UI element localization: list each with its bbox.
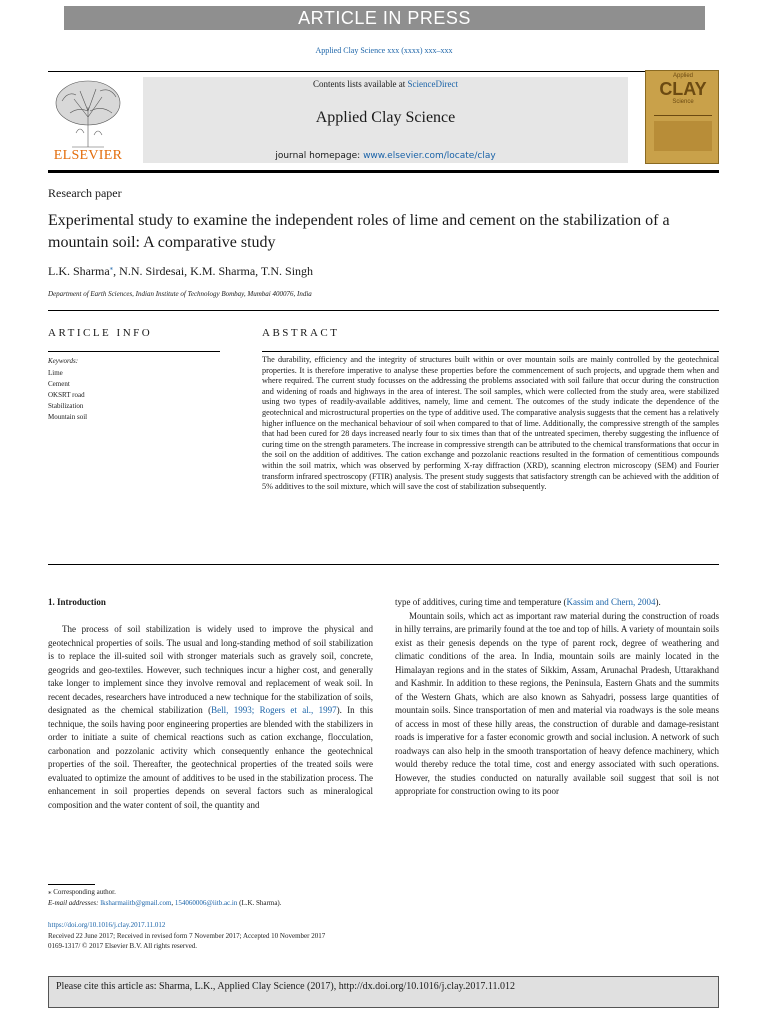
body-column-right bbox=[395, 596, 719, 799]
keyword: Lime bbox=[48, 369, 63, 377]
journal-title: Applied Clay Science bbox=[315, 109, 456, 126]
keyword: Cement bbox=[48, 380, 70, 388]
doi-link[interactable]: https://doi.org/10.1016/j.clay.2017.11.012 bbox=[48, 921, 166, 929]
author-rest: , N.N. Sirdesai, K.M. Sharma, T.N. Singh bbox=[113, 264, 314, 278]
intro-text: ). bbox=[655, 597, 661, 607]
citation-link[interactable]: Bell, 1993; Rogers et al., 1997 bbox=[211, 705, 337, 715]
elsevier-tree-logo bbox=[50, 77, 126, 149]
affiliation: Department of Earth Sciences, Indian Institute of Technology Bombay, Mumbai 400076, India bbox=[48, 290, 312, 298]
email-footnote bbox=[48, 899, 282, 907]
intro-paragraph-2: Mountain soils, which act as important raw material during the construction of roads in hilly terrains, are primarily found at the toe and top of hills. A variety of mountain soils exist as their genesis depends on the type of parent rock, degree of weathering and climatic conditions of the area. In India, mountain soils are mainly located in the Himalayan regions and in the states of Sikkim, Assam, Arunachal Pradesh, Uttarakhand and Kashmir. In addition to these regions, the Peninsula, Eastern Ghats and the summits of the Western Ghats, which are also known as Sahyadri, possess large quantities of mountain soils. Since transportation of men and material via roadways is the sole means of access in most of these hilly areas, the construction of durable and damage-resistant roads is imperative for a faster economic growth and social inclusion. A network of such roadways can also help in the smooth transportation of heavy defence machinery, which would thereby reduce the total time, cost and energy associated with such operations. However, the studies conducted on naturally available soil suggest that soil is not appropriate for construction owing to its poor bbox=[395, 610, 719, 796]
citation-link[interactable]: Kassim and Chern, 2004 bbox=[566, 597, 656, 607]
article-title: Experimental study to examine the independent roles of lime and cement on the stabilization of a mountain soil: A comparative study bbox=[48, 212, 670, 251]
email-link-2[interactable]: 154060006@iitb.ac.in bbox=[174, 899, 238, 907]
email-link-1[interactable]: lksharmaiitb@gmail.com bbox=[100, 899, 172, 907]
contents-availability-line bbox=[143, 79, 628, 89]
cover-clay-label: CLAY bbox=[659, 79, 707, 99]
email-label: E-mail addresses: bbox=[48, 899, 101, 907]
header-bottom-rule bbox=[48, 170, 719, 173]
footnote-rule bbox=[48, 884, 95, 885]
journal-homepage-line bbox=[143, 151, 628, 161]
article-in-press-banner: ARTICLE IN PRESS bbox=[64, 6, 705, 30]
author-list bbox=[48, 264, 313, 279]
contents-prefix: Contents lists available at bbox=[313, 79, 408, 89]
cover-science-label: Science bbox=[672, 99, 694, 105]
sciencedirect-link[interactable]: ScienceDirect bbox=[407, 79, 458, 89]
keyword: Stabilization bbox=[48, 402, 84, 410]
header-top-rule bbox=[48, 71, 719, 72]
keyword: OKSRT road bbox=[48, 391, 85, 399]
elsevier-wordmark[interactable]: ELSEVIER bbox=[53, 148, 123, 163]
homepage-prefix: journal homepage: bbox=[275, 151, 364, 161]
body-column-left bbox=[48, 623, 373, 812]
email-separator: , bbox=[171, 899, 175, 907]
intro-paragraph-1 bbox=[48, 623, 373, 812]
journal-cover-thumbnail[interactable] bbox=[645, 70, 719, 164]
issn-copyright: 0169-1317/ © 2017 Elsevier B.V. All rights reserved. bbox=[48, 942, 198, 950]
received-dates: Received 22 June 2017; Received in revised form 7 November 2017; Accepted 10 November 2017 bbox=[48, 932, 326, 940]
corresponding-author-mark[interactable]: ⁎ bbox=[109, 264, 114, 272]
intro-text: type of additives, curing time and temperature ( bbox=[395, 597, 567, 607]
abstract-rule bbox=[262, 351, 719, 352]
keyword: Mountain soil bbox=[48, 413, 88, 421]
cover-panel bbox=[654, 121, 712, 151]
section-heading-introduction: 1. Introduction bbox=[48, 597, 106, 607]
article-info-heading: ARTICLE INFO bbox=[48, 327, 153, 339]
cover-applied-label: Applied bbox=[672, 73, 693, 79]
keywords-rule bbox=[48, 351, 220, 352]
front-matter-rule bbox=[48, 310, 719, 311]
intro-text: The process of soil stabilization is widely used to improve the physical and geotechnical properties of soils. The usual and long-standing method of soil stabilization is to replace the ill-suited soil with stronger materials such as gravely soil, concrete, geogrids and geo-textiles. However, such techniques incur a higher cost, and generally take longer to implement since they involve removal and replacement of weak soil. In recent decades, researchers have introduced a new technique for the stabilization of soils, designated as the chemical stabilization ( bbox=[48, 624, 373, 715]
abstract-bottom-rule bbox=[48, 564, 719, 565]
citation-text: Please cite this article as: Sharma, L.K., Applied Clay Science (2017), http://dx.doi.org/10.1016/j.clay.2017.11.012 bbox=[56, 981, 515, 992]
paper-type: Research paper bbox=[48, 186, 122, 200]
cover-divider bbox=[654, 115, 712, 116]
abstract-text: The durability, efficiency and the integrity of structures built within or over mountain soils are mainly controlled by the geotechnical properties. It is therefore imperative to analyse these properties before the commencement of such projects, and upgrade them when and where required. The current study focusses on the addressing the problems associated with soil failure that occur during the construction and widening of roads and highways in the area of interest. The soil samples, which were collected from the study area, were stabilized using two types of readily-available additives, namely, lime and cement. The outcomes of the study indicate the dependence of the geotechnical and microstructural properties on the type of additive used. The comparative analysis suggests that the cement has a relatively higher influence on the mechanical behaviour of soil when compared to that of lime. Additionally, the compressive strength of the samples that had been cured for 28 days increased nearly four to six times than that of the untreated specimen, thereby suggesting the influence of curing time on the strength parameters. The increase in compressive strength can be attributed to the chemical transformations that occur in the soil on the addition of additives. The cation exchange and pozzolanic reactions resulted in the formation of cementitious compounds within the soil matrix, which was observed by performing X-ray diffraction (XRD), scanning electron microscopy (SEM) and Fourier transform infrared spectroscopy (FTIR) analysis. The present study suggests that satisfactory strength can be achieved with the addition of 5% additives to the soil mixture, which will save the cost of stabilization subsequently. bbox=[262, 355, 719, 492]
keywords-list bbox=[48, 368, 87, 423]
keywords-label: Keywords: bbox=[48, 357, 79, 365]
corresponding-author-note: ⁎ Corresponding author. bbox=[48, 888, 116, 896]
journal-reference-link[interactable]: Applied Clay Science xxx (xxxx) xxx–xxx bbox=[315, 46, 453, 55]
email-suffix: (L.K. Sharma). bbox=[237, 899, 282, 907]
intro-paragraph-continued bbox=[395, 596, 719, 610]
homepage-link[interactable]: www.elsevier.com/locate/clay bbox=[363, 151, 496, 161]
intro-text: ). In this technique, the soils having poor engineering properties are blended with the stabilizers in order to initiate a suite of chemical reactions such as cation exchange, flocculation, carbonation and pozzolanic activity which consequently enhance the geotechnical properties of the soil. Thereafter, the geotechnical properties of the treated soils were evaluated to optimize the amount of additives to be used in the stabilization process. The enhancement in soil properties depends on several factors such as mineralogical composition and the water content of soil, the quantity and bbox=[48, 705, 374, 810]
abstract-heading: ABSTRACT bbox=[262, 327, 340, 339]
author-first[interactable]: L.K. Sharma bbox=[48, 264, 110, 278]
